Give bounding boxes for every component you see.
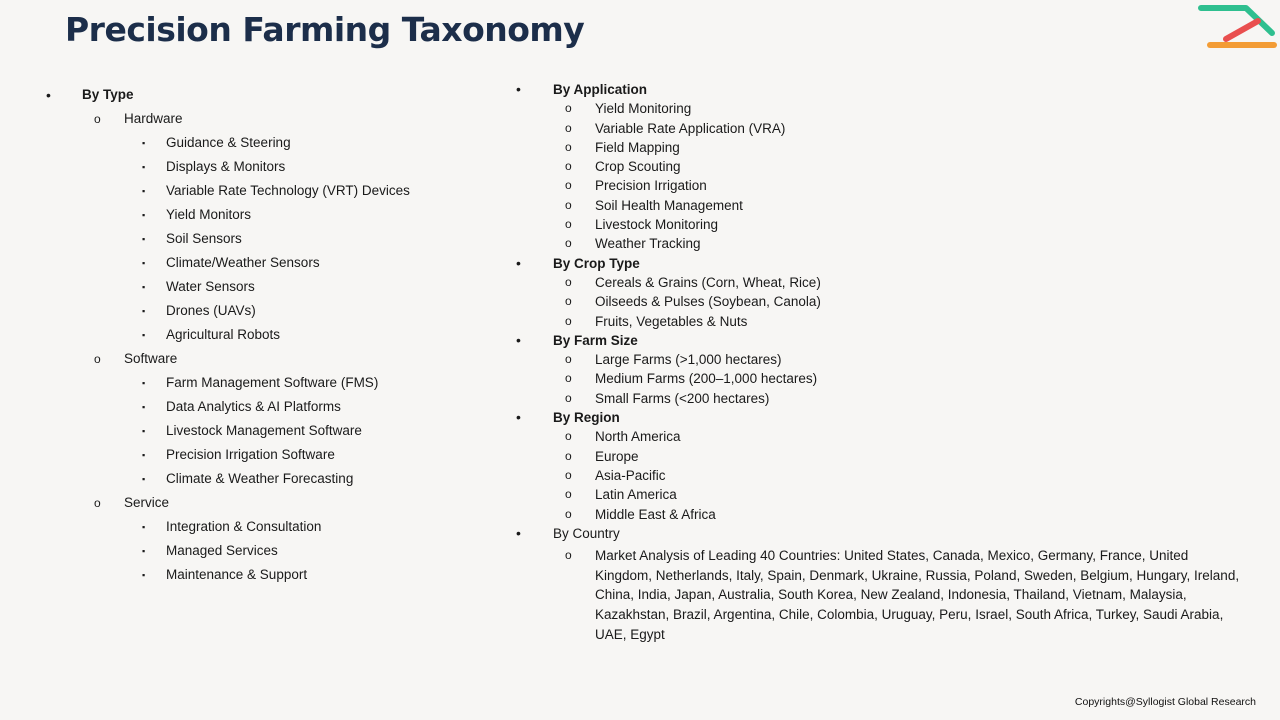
category-label: By Region: [553, 410, 620, 426]
item-label: Middle East & Africa: [595, 506, 716, 522]
item-label: Precision Irrigation: [595, 178, 707, 194]
bullet-square-icon: ▪: [142, 138, 146, 148]
bullet-square-icon: ▪: [142, 162, 146, 172]
subcategory-label: Software: [124, 351, 178, 366]
item-label: Maintenance & Support: [166, 567, 308, 582]
bullet-circle-icon: o: [565, 139, 572, 154]
bullet-square-icon: ▪: [142, 330, 146, 340]
category-by-application: [516, 80, 1245, 99]
category-label: By Farm Size: [553, 332, 638, 348]
item-label: Livestock Monitoring: [595, 217, 719, 233]
country-list: [565, 546, 1245, 644]
item-label: Latin America: [595, 487, 677, 503]
bullet-dot-icon: •: [516, 254, 521, 271]
list-item: [516, 427, 1245, 446]
category-by-farm-size: [516, 331, 1245, 350]
bullet-square-icon: ▪: [142, 282, 146, 292]
item-label: Soil Sensors: [166, 231, 242, 246]
item-label: Precision Irrigation Software: [166, 447, 335, 462]
item-label: Climate & Weather Forecasting: [166, 471, 354, 486]
item-label: Livestock Management Software: [166, 423, 362, 438]
copyright-text: Copyrights@Syllogist Global Research: [1074, 696, 1256, 708]
bullet-circle-icon: o: [565, 506, 572, 521]
bullet-circle-icon: o: [94, 112, 101, 126]
bullet-circle-icon: o: [94, 352, 101, 366]
bullet-circle-icon: o: [565, 429, 572, 444]
bullet-square-icon: ▪: [142, 570, 146, 580]
item-label: Large Farms (>1,000 hectares): [595, 352, 782, 368]
list-item: [516, 485, 1245, 504]
bullet-square-icon: ▪: [142, 546, 146, 556]
bullet-circle-icon: o: [565, 197, 572, 212]
bullet-circle-icon: o: [565, 467, 572, 482]
bullet-dot-icon: •: [516, 524, 521, 541]
bullet-circle-icon: o: [565, 120, 572, 135]
bullet-circle-icon: o: [565, 101, 572, 116]
item-label: Farm Management Software (FMS): [166, 375, 379, 390]
bullet-square-icon: ▪: [142, 426, 146, 436]
item-label: Crop Scouting: [595, 159, 681, 175]
syllogist-logo: [1196, 3, 1280, 53]
bullet-circle-icon: o: [565, 487, 572, 502]
bullet-dot-icon: •: [516, 409, 521, 426]
category-by-region: [516, 408, 1245, 427]
bullet-circle-icon: o: [565, 159, 572, 174]
subcategory-label: Hardware: [124, 111, 183, 126]
item-label: Yield Monitors: [166, 207, 252, 222]
category-by-country: [516, 524, 1245, 543]
list-item: [516, 505, 1245, 524]
list-item: [516, 350, 1245, 369]
subcategory-label: Service: [124, 495, 170, 510]
list-item: [516, 119, 1245, 138]
item-label: Cereals & Grains (Corn, Wheat, Rice): [595, 274, 821, 290]
logo-red-stroke: [1226, 21, 1258, 39]
list-item: [516, 312, 1245, 331]
bullet-circle-icon: o: [565, 236, 572, 251]
bullet-circle-icon: o: [565, 217, 572, 232]
bullet-dot-icon: •: [46, 87, 51, 103]
bullet-circle-icon: o: [565, 352, 572, 367]
bullet-circle-icon: o: [565, 313, 572, 328]
category-label: By Application: [553, 82, 648, 97]
logo-green-stroke: [1201, 8, 1272, 33]
bullet-circle-icon: o: [94, 496, 101, 510]
list-item: [516, 234, 1245, 253]
list-item: [516, 273, 1245, 292]
item-label: Fruits, Vegetables & Nuts: [595, 313, 748, 329]
item-label: Weather Tracking: [595, 236, 701, 252]
bullet-circle-icon: o: [565, 274, 572, 289]
bullet-circle-icon: o: [565, 448, 572, 463]
list-item: [516, 215, 1245, 234]
bullet-dot-icon: •: [516, 331, 521, 348]
list-item: [516, 292, 1245, 311]
category-label: By Crop Type: [553, 255, 640, 271]
bullet-circle-icon: o: [565, 548, 572, 563]
item-label: Climate/Weather Sensors: [166, 255, 320, 270]
country-names: United States, Canada, Mexico, Germany, France, United Kingdom, Netherlands, Italy, Spain, Denmark, Ukraine, Russia, Poland, Sweden, Belgium, Hungary, Ireland, China, India, Japan, Australia, South Korea, New Zealand, Indonesia, Thailand, Vietnam, Malaysia, Kazakhstan, Brazil, Argentina, Chile, Colombia, Uruguay, Peru, Israel, South Africa, Turkey, Saudi Arabia, UAE, Egypt: [595, 548, 1240, 642]
bullet-circle-icon: o: [565, 390, 572, 405]
bullet-square-icon: ▪: [142, 450, 146, 460]
list-item: [516, 369, 1245, 388]
category-label: By Type: [82, 87, 134, 102]
list-item: [516, 157, 1245, 176]
list-item: [516, 466, 1245, 485]
list-item: [516, 389, 1245, 408]
item-label: North America: [595, 429, 681, 445]
list-item: [516, 196, 1245, 215]
country-colon: :: [836, 548, 845, 564]
bullet-circle-icon: o: [565, 371, 572, 386]
item-label: Small Farms (<200 hectares): [595, 390, 770, 406]
bullet-square-icon: ▪: [142, 402, 146, 412]
item-label: Soil Health Management: [595, 197, 743, 213]
item-label: Variable Rate Technology (VRT) Devices: [166, 183, 410, 198]
item-label: Yield Monitoring: [595, 101, 692, 117]
item-label: Displays & Monitors: [166, 159, 286, 174]
bullet-circle-icon: o: [565, 178, 572, 193]
item-label: Field Mapping: [595, 139, 680, 155]
bullet-square-icon: ▪: [142, 378, 146, 388]
item-label: Agricultural Robots: [166, 327, 281, 342]
item-label: Guidance & Steering: [166, 135, 291, 150]
item-label: Managed Services: [166, 543, 278, 558]
bullet-square-icon: ▪: [142, 306, 146, 316]
bullet-circle-icon: o: [565, 294, 572, 309]
bullet-square-icon: ▪: [142, 234, 146, 244]
category-by-crop-type: [516, 254, 1245, 273]
list-item: [516, 447, 1245, 466]
item-label: Medium Farms (200–1,000 hectares): [595, 371, 818, 387]
item-label: Variable Rate Application (VRA): [595, 120, 786, 136]
category-label: By Country: [553, 525, 620, 541]
segments-section: [516, 80, 1245, 644]
item-label: Integration & Consultation: [166, 519, 322, 534]
list-item: [516, 176, 1245, 195]
item-label: Asia-Pacific: [595, 467, 666, 483]
bullet-square-icon: ▪: [142, 474, 146, 484]
bullet-square-icon: ▪: [142, 210, 146, 220]
bullet-dot-icon: •: [516, 81, 521, 97]
country-lead: Market Analysis of Leading 40 Countries: [595, 548, 837, 564]
bullet-square-icon: ▪: [142, 522, 146, 532]
bullet-square-icon: ▪: [142, 186, 146, 196]
item-label: Europe: [595, 448, 639, 464]
list-item: [516, 99, 1245, 118]
bullet-square-icon: ▪: [142, 258, 146, 268]
item-label: Drones (UAVs): [166, 303, 256, 318]
item-label: Water Sensors: [166, 279, 255, 294]
page-title: Precision Farming Taxonomy: [65, 10, 585, 49]
item-label: Data Analytics & AI Platforms: [166, 399, 341, 414]
item-label: Oilseeds & Pulses (Soybean, Canola): [595, 294, 821, 310]
list-item: [516, 138, 1245, 157]
